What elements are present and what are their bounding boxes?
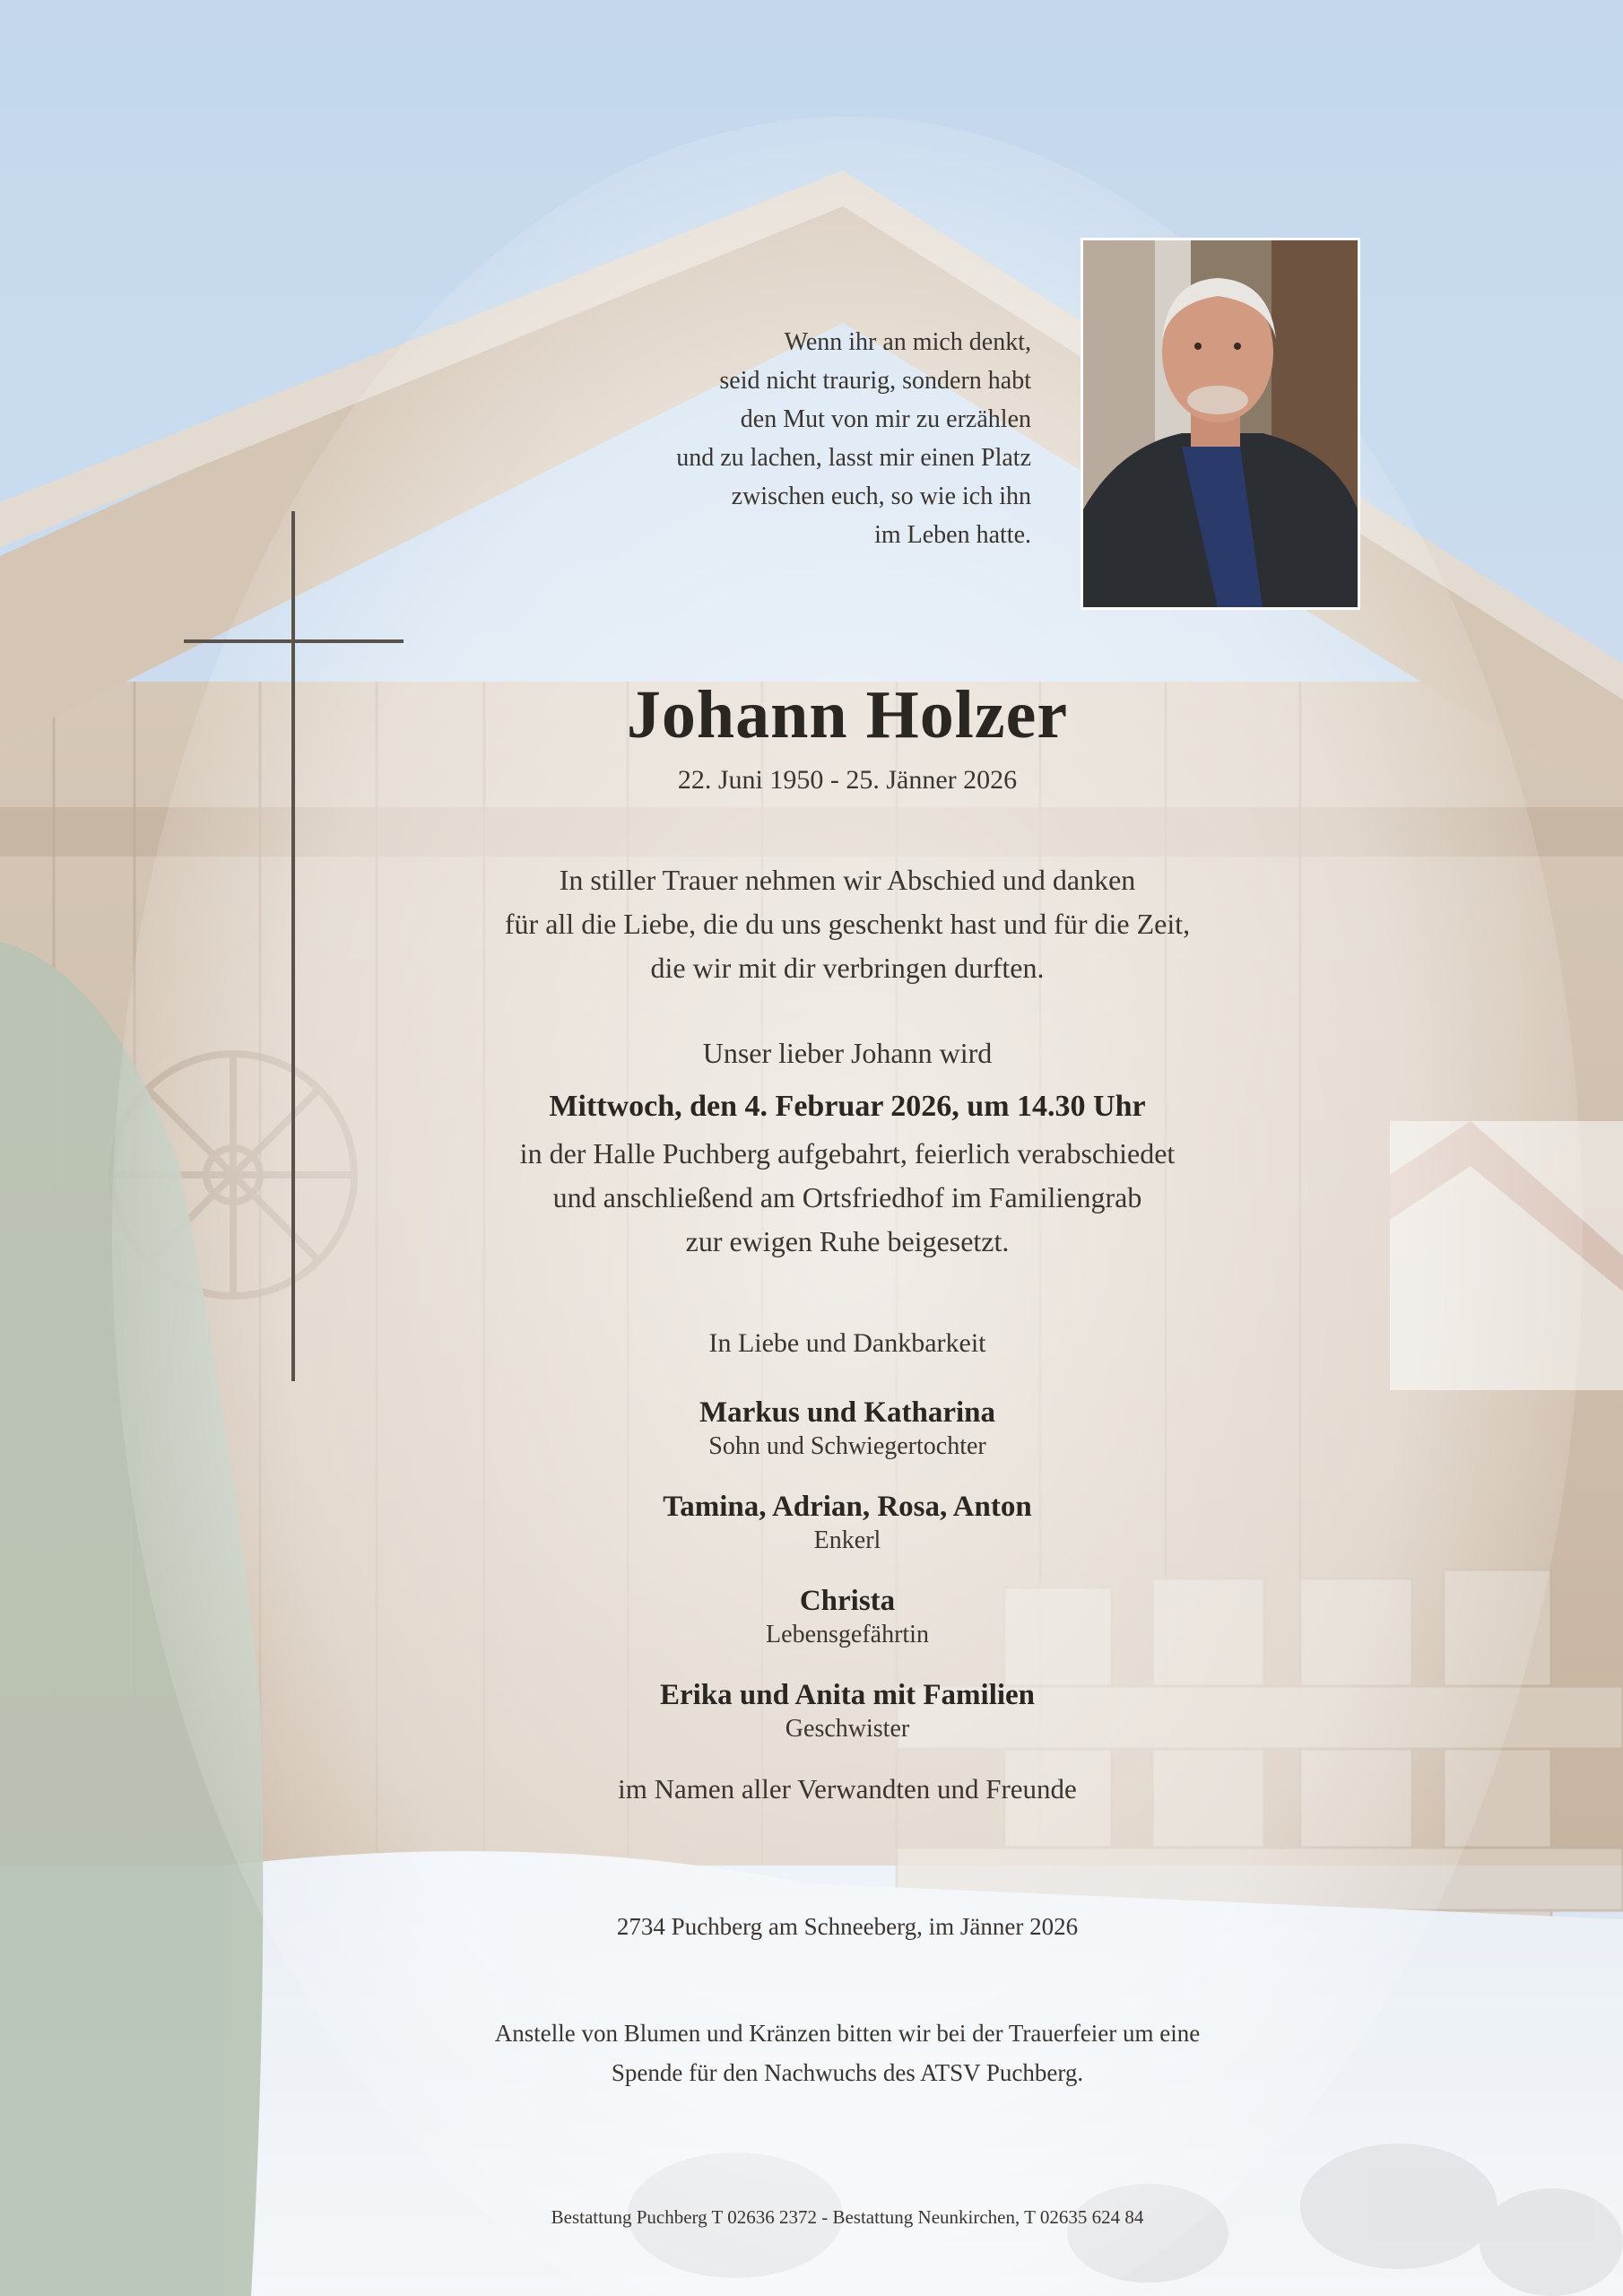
portrait-photo (1081, 238, 1360, 610)
quote-line: und zu lachen, lasst mir einen Platz (676, 444, 1031, 472)
donation-line: Spende für den Nachwuchs des ATSV Puchberg. (611, 2059, 1084, 2086)
intro-paragraph (273, 858, 1421, 990)
donation-request (273, 2013, 1421, 2092)
mourners-closing: im Namen aller Verwandten und Freunde (618, 1773, 1077, 1805)
quote-line: seid nicht traurig, sondern habt (719, 367, 1031, 395)
donation-line: Anstelle von Blumen und Kränzen bitten wir bei der Trauerfeier um eine (494, 2020, 1201, 2047)
ceremony-line: und anschließend am Ortsfriedhof im Familiengrab (552, 1181, 1142, 1213)
mourner-relation: Lebensgefährtin (766, 1621, 929, 1648)
mourner-names: Erika und Anita mit Familien (659, 1679, 1036, 1711)
quote-line: den Mut von mir zu erzählen (740, 405, 1031, 433)
mourner-relation: Geschwister (785, 1715, 910, 1743)
mourner-relation: Sohn und Schwiegertochter (708, 1432, 986, 1460)
mourner-group (273, 1583, 1421, 1651)
mourners-heading: In Liebe und Dankbarkeit (708, 1328, 986, 1358)
intro-line: In stiller Trauer nehmen wir Abschied und danken (559, 864, 1136, 896)
quote-line: Wenn ihr an mich denkt, (784, 328, 1031, 356)
mourner-group (273, 1489, 1421, 1557)
intro-line: die wir mit dir verbringen durften. (650, 952, 1045, 984)
ceremony-details (273, 1031, 1421, 1264)
quote-line: zwischen euch, so wie ich ihn (731, 483, 1031, 510)
intro-line: für all die Liebe, die du uns geschenkt hast und für die Zeit, (504, 908, 1191, 940)
mourner-names: Tamina, Adrian, Rosa, Anton (663, 1491, 1032, 1523)
ceremony-datetime: Mittwoch, den 4. Februar 2026, um 14.30 Uhr (549, 1090, 1146, 1123)
mourner-relation: Enkerl (813, 1526, 881, 1554)
ceremony-line: zur ewigen Ruhe beigesetzt. (685, 1225, 1010, 1257)
funeral-home-footer: Bestattung Puchberg T 02636 2372 - Bestattung Neunkirchen, T 02635 624 84 (551, 2206, 1144, 2228)
ceremony-line: in der Halle Puchberg aufgebahrt, feierlich verabschiedet (519, 1137, 1176, 1170)
mourner-group (273, 1677, 1421, 1745)
mourner-group (273, 1395, 1421, 1463)
mourner-names: Markus und Katharina (699, 1396, 996, 1429)
mourner-names: Christa (799, 1585, 896, 1617)
ceremony-lead: Unser lieber Johann wird (702, 1037, 993, 1069)
deceased-name: Johann Holzer (626, 677, 1069, 752)
life-dates: 22. Juni 1950 - 25. Jänner 2026 (677, 765, 1018, 795)
quote-line: im Leben hatte. (874, 521, 1031, 549)
memorial-quote (538, 323, 1031, 554)
place-date: 2734 Puchberg am Schneeberg, im Jänner 2026 (616, 1913, 1079, 1940)
